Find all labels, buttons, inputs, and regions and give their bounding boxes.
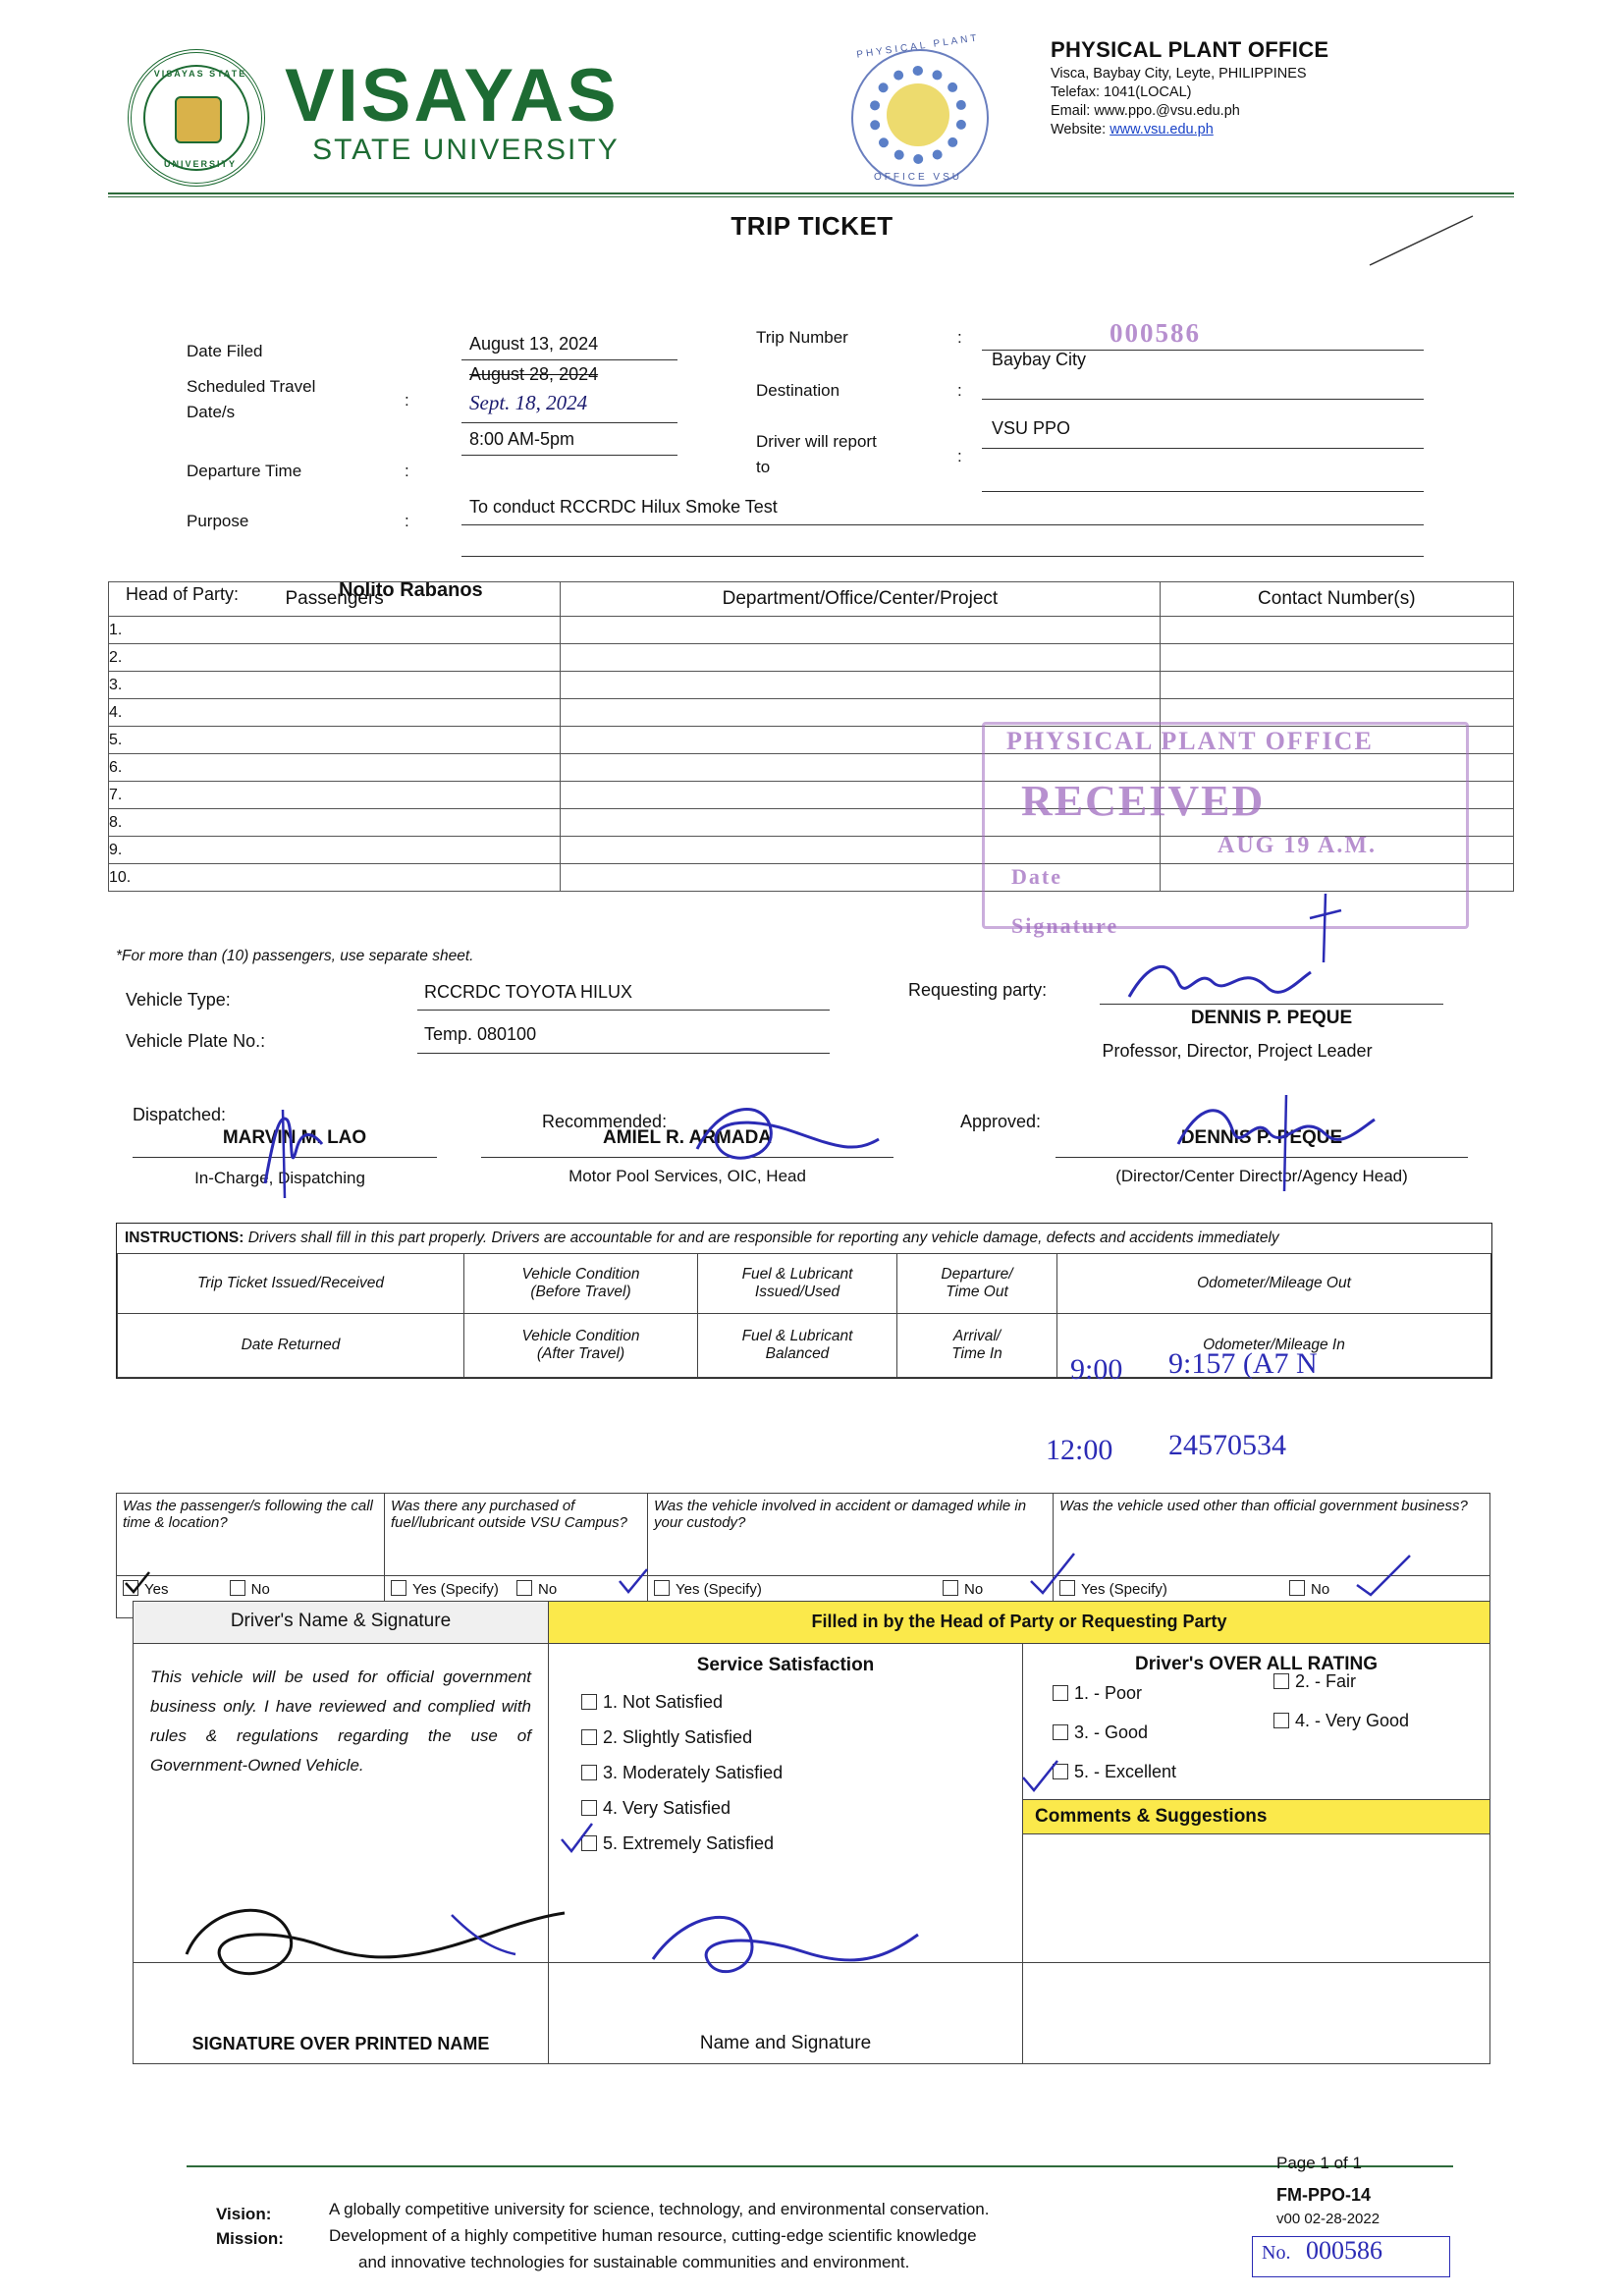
cell-fuel-issued-line1: Fuel & Lubricant bbox=[741, 1266, 853, 1283]
cell-departure-line2: Time Out bbox=[946, 1284, 1008, 1300]
driver-name-header bbox=[134, 1602, 549, 1644]
report-label-2: to bbox=[756, 458, 771, 476]
instructions-text bbox=[117, 1224, 1491, 1253]
scheduled-label-1: Scheduled Travel bbox=[187, 377, 316, 396]
office-name: PHYSICAL PLANT OFFICE bbox=[1051, 37, 1329, 62]
header-divider-2 bbox=[108, 196, 1514, 197]
rating-option-3[interactable] bbox=[1053, 1722, 1148, 1743]
cell-departure-time[interactable] bbox=[897, 1254, 1057, 1314]
destination-label: Destination bbox=[756, 381, 840, 400]
rating-option-5[interactable] bbox=[1053, 1762, 1176, 1782]
date-filed-value: August 13, 2024 bbox=[469, 334, 599, 354]
mission-text-2: and innovative technologies for sustainable communities and environment. bbox=[358, 2253, 910, 2271]
service-option-5-label: 5. Extremely Satisfied bbox=[603, 1833, 775, 1853]
rating-option-3-label: 3. - Good bbox=[1074, 1722, 1149, 1742]
question-3-text: Was the vehicle involved in accident or damaged while in your custody? bbox=[648, 1494, 1054, 1576]
col-contact: Contact Number(s) bbox=[1160, 582, 1513, 617]
ppo-logo-icon bbox=[839, 32, 997, 189]
service-option-1[interactable] bbox=[581, 1684, 1021, 1720]
bottom-block bbox=[133, 1601, 1490, 2064]
service-option-2-label: 2. Slightly Satisfied bbox=[603, 1727, 753, 1747]
cell-condition-after-line1: Vehicle Condition bbox=[521, 1328, 640, 1344]
passenger-dept[interactable] bbox=[561, 644, 1160, 672]
university-wordmark bbox=[285, 54, 620, 167]
passengers-table-header bbox=[109, 582, 1514, 617]
cell-odometer-in[interactable]: Odometer/Mileage In bbox=[1057, 1314, 1491, 1378]
certification-text: This vehicle will be used for official government business only. I have reviewed and complied with rules & regulations regarding the use of Government-Owned Vehicle. bbox=[150, 1667, 531, 1775]
checkbox-q3-no[interactable] bbox=[943, 1580, 958, 1596]
pen-mark-decoration bbox=[1365, 211, 1483, 270]
q1-no-label: No bbox=[250, 1581, 270, 1598]
service-option-4[interactable] bbox=[581, 1790, 1021, 1826]
col-department: Department/Office/Center/Project bbox=[561, 582, 1160, 617]
website-label: Website: bbox=[1051, 122, 1107, 137]
vision-text: A globally competitive university for science, technology, and environmental conservation. bbox=[329, 2200, 990, 2218]
ppo-logo-top-text: PHYSICAL PLANT bbox=[855, 32, 981, 61]
checkbox-q1-no[interactable] bbox=[230, 1580, 245, 1596]
rating-cell bbox=[1023, 1644, 1490, 1963]
stamp-received: RECEIVED bbox=[1021, 777, 1266, 825]
rating-title: Driver's OVER ALL RATING bbox=[1135, 1654, 1378, 1674]
q1-yes-label: Yes bbox=[144, 1581, 169, 1598]
service-option-3-label: 3. Moderately Satisfied bbox=[603, 1763, 784, 1782]
office-telefax: Telefax: 1041(LOCAL) bbox=[1051, 84, 1192, 100]
report-to-value: VSU PPO bbox=[992, 418, 1071, 438]
stamp-sign-label: Signature bbox=[1011, 913, 1119, 938]
vehicle-type-value: RCCRDC TOYOTA HILUX bbox=[424, 982, 633, 1002]
cell-trip-issued[interactable]: Trip Ticket Issued/Received bbox=[118, 1254, 464, 1314]
rating-option-2[interactable] bbox=[1273, 1671, 1356, 1692]
driver-signature-cell[interactable] bbox=[134, 1963, 549, 2064]
question-2-text: Was there any purchased of fuel/lubricant outside VSU Campus? bbox=[385, 1494, 648, 1576]
checkbox-rating-2[interactable] bbox=[1273, 1673, 1289, 1689]
approved-name: DENNIS P. PEQUE bbox=[1180, 1127, 1343, 1148]
passenger-index: 8. bbox=[109, 809, 561, 837]
destination-value: Baybay City bbox=[992, 350, 1087, 369]
service-option-2[interactable] bbox=[581, 1720, 1021, 1755]
comments-area[interactable] bbox=[1023, 1834, 1489, 1962]
passenger-dept[interactable] bbox=[561, 672, 1160, 699]
recommended-role: Motor Pool Services, OIC, Head bbox=[568, 1167, 806, 1185]
scheduled-handwritten-value: Sept. 18, 2024 bbox=[469, 391, 588, 414]
purpose-value: To conduct RCCRDC Hilux Smoke Test bbox=[469, 497, 778, 517]
rating-option-2-label: 2. - Fair bbox=[1295, 1671, 1357, 1691]
colon-6: : bbox=[957, 447, 962, 465]
colon-2: : bbox=[405, 462, 409, 480]
scheduled-label-2: Date/s bbox=[187, 403, 236, 421]
passenger-contact[interactable] bbox=[1160, 644, 1513, 672]
table-row bbox=[109, 672, 1514, 699]
cell-arrival-line1: Arrival/ bbox=[952, 1328, 1001, 1344]
passenger-index: 5. bbox=[109, 727, 561, 754]
q2-no-label: No bbox=[538, 1581, 558, 1598]
checkbox-q2-no[interactable] bbox=[516, 1580, 532, 1596]
filled-by-header bbox=[549, 1602, 1490, 1644]
passenger-index: 2. bbox=[109, 644, 561, 672]
checkbox-rating-3[interactable] bbox=[1053, 1724, 1068, 1740]
ppo-logo-bottom-text: OFFICE VSU bbox=[873, 172, 962, 183]
checkbox-q1-yes[interactable] bbox=[123, 1580, 138, 1596]
comments-title: Comments & Suggestions bbox=[1023, 1799, 1489, 1834]
handwritten-odometer-out: 9:157 (A7 N bbox=[1168, 1347, 1318, 1380]
questions-box bbox=[116, 1493, 1490, 1618]
form-code: FM-PPO-14 bbox=[1276, 2185, 1372, 2205]
cell-condition-after[interactable] bbox=[464, 1314, 698, 1378]
colon-1: : bbox=[405, 391, 409, 410]
passenger-index: 10. bbox=[109, 864, 561, 892]
table-row bbox=[109, 644, 1514, 672]
form-version: v00 02-28-2022 bbox=[1276, 2211, 1380, 2227]
service-option-3[interactable] bbox=[581, 1755, 1021, 1790]
head-of-party-name: Nolito Rabanos bbox=[339, 579, 483, 601]
passenger-dept[interactable] bbox=[561, 617, 1160, 644]
empty-cell bbox=[1023, 1963, 1490, 2064]
driver-certification-cell bbox=[134, 1644, 549, 1963]
purpose-label: Purpose bbox=[187, 512, 249, 530]
passenger-index: 1. bbox=[109, 617, 561, 644]
recommended-name: AMIEL R. ARMADA bbox=[602, 1127, 773, 1148]
checkbox-q4-no[interactable] bbox=[1289, 1580, 1305, 1596]
passenger-index: 7. bbox=[109, 782, 561, 809]
requesting-party-label: Requesting party: bbox=[908, 980, 1048, 1000]
q3-no-label: No bbox=[964, 1581, 984, 1598]
document-header bbox=[108, 20, 1522, 196]
q2-yes-label: Yes (Specify) bbox=[412, 1581, 499, 1598]
vehicle-plate-value: Temp. 080100 bbox=[424, 1024, 537, 1044]
cell-condition-after-line2: (After Travel) bbox=[536, 1345, 625, 1362]
rating-option-5-label: 5. - Excellent bbox=[1074, 1762, 1177, 1781]
vehicle-type-label: Vehicle Type: bbox=[126, 990, 231, 1010]
approved-role: (Director/Center Director/Agency Head) bbox=[1115, 1167, 1408, 1185]
rating-option-4-label: 4. - Very Good bbox=[1295, 1711, 1410, 1730]
checkbox-q2-yes[interactable] bbox=[391, 1580, 406, 1596]
rating-option-1[interactable] bbox=[1053, 1683, 1142, 1704]
university-seal-icon bbox=[128, 49, 265, 187]
cell-condition-before[interactable] bbox=[464, 1254, 698, 1314]
passenger-index: 9. bbox=[109, 837, 561, 864]
cell-condition-before-line2: (Before Travel) bbox=[530, 1284, 631, 1300]
dispatched-label: Dispatched: bbox=[133, 1105, 227, 1124]
cell-arrival-time[interactable] bbox=[897, 1314, 1057, 1378]
cell-fuel-issued[interactable] bbox=[698, 1254, 897, 1314]
seal-bottom-text: UNIVERSITY bbox=[163, 159, 237, 169]
trip-number-value: 000586 bbox=[1110, 318, 1201, 348]
cell-fuel-balanced[interactable] bbox=[698, 1314, 897, 1378]
office-email: Email: www.ppo.@vsu.edu.ph bbox=[1051, 103, 1240, 119]
header-divider bbox=[108, 192, 1514, 194]
checkbox-rating-1[interactable] bbox=[1053, 1685, 1068, 1701]
col-passengers: Passengers bbox=[109, 582, 561, 617]
approved-label: Approved: bbox=[960, 1112, 1042, 1131]
name-signature-caption: Name and Signature bbox=[699, 2033, 872, 2053]
table-row bbox=[134, 1644, 1490, 1963]
signature-caption: SIGNATURE OVER PRINTED NAME bbox=[191, 2034, 490, 2053]
colon-3: : bbox=[405, 512, 409, 530]
vehicle-plate-label: Vehicle Plate No.: bbox=[126, 1031, 266, 1051]
question-1-text: Was the passenger/s following the call time & location? bbox=[117, 1494, 385, 1576]
cell-arrival-line2: Time In bbox=[951, 1345, 1002, 1362]
service-option-4-label: 4. Very Satisfied bbox=[603, 1798, 731, 1818]
question-4-text: Was the vehicle used other than official government business? bbox=[1054, 1494, 1490, 1576]
mission-label: Mission: bbox=[216, 2229, 284, 2248]
table-row bbox=[109, 617, 1514, 644]
office-address: Visca, Baybay City, Leyte, PHILIPPINES bbox=[1051, 66, 1307, 82]
vision-label: Vision: bbox=[216, 2205, 272, 2223]
table-row bbox=[134, 1602, 1490, 1644]
bottom-table bbox=[133, 1601, 1490, 2064]
date-filed-label: Date Filed bbox=[187, 342, 263, 360]
checkbox-service-1[interactable] bbox=[581, 1694, 597, 1710]
website-link[interactable]: www.vsu.edu.ph bbox=[1110, 122, 1214, 137]
q4-yes-label: Yes (Specify) bbox=[1081, 1581, 1167, 1598]
page-title: TRIP TICKET bbox=[731, 211, 893, 241]
colon-5: : bbox=[957, 381, 962, 400]
service-title: Service Satisfaction bbox=[696, 1655, 875, 1675]
checkbox-rating-5[interactable] bbox=[1053, 1764, 1068, 1779]
checkbox-service-5[interactable] bbox=[581, 1835, 597, 1851]
questions-table bbox=[116, 1493, 1490, 1618]
passengers-note: *For more than (10) passengers, use separate sheet. bbox=[116, 948, 474, 964]
instructions-body: Drivers shall fill in this part properly. Drivers are accountable for and are responsible for reporting any vehicle damage, defects and accidents immediately bbox=[247, 1230, 1279, 1246]
seal-top-text: VISAYAS STATE bbox=[153, 69, 247, 79]
service-satisfaction-cell bbox=[549, 1644, 1023, 1963]
driver-header-text: Driver's Name & Signature bbox=[230, 1611, 452, 1631]
stamp-office: PHYSICAL PLANT OFFICE bbox=[1006, 727, 1374, 755]
cell-date-returned[interactable]: Date Returned bbox=[118, 1314, 464, 1378]
handwritten-time-in: 12:00 bbox=[1046, 1434, 1113, 1466]
passenger-index: 3. bbox=[109, 672, 561, 699]
stamp-date-value: AUG 19 A.M. bbox=[1218, 833, 1377, 858]
cell-departure-line1: Departure/ bbox=[941, 1266, 1013, 1283]
trip-number-label: Trip Number bbox=[756, 328, 848, 347]
filled-by-header-text: Filled in by the Head of Party or Requesting Party bbox=[811, 1612, 1227, 1631]
requesting-party-name: DENNIS P. PEQUE bbox=[1190, 1008, 1353, 1028]
table-row bbox=[134, 1963, 1490, 2064]
departure-value: 8:00 AM-5pm bbox=[469, 429, 575, 449]
cell-fuel-balanced-line1: Fuel & Lubricant bbox=[741, 1328, 853, 1344]
handwritten-odometer-in: 24570534 bbox=[1168, 1429, 1286, 1461]
checkbox-service-4[interactable] bbox=[581, 1800, 597, 1816]
cell-condition-before-line1: Vehicle Condition bbox=[521, 1266, 640, 1283]
cell-fuel-balanced-line2: Balanced bbox=[765, 1345, 830, 1362]
dispatched-role: In-Charge, Dispatching bbox=[194, 1169, 365, 1187]
mission-text-1: Development of a highly competitive human resource, cutting-edge scientific knowledge bbox=[329, 2226, 977, 2245]
q4-no-label: No bbox=[1311, 1581, 1330, 1598]
passenger-index: 6. bbox=[109, 754, 561, 782]
university-name-line2: STATE UNIVERSITY bbox=[312, 134, 620, 166]
party-signature-cell[interactable] bbox=[549, 1963, 1023, 2064]
checkbox-service-2[interactable] bbox=[581, 1729, 597, 1745]
checkbox-q4-yes[interactable] bbox=[1059, 1580, 1075, 1596]
rating-option-1-label: 1. - Poor bbox=[1074, 1683, 1143, 1703]
checkbox-rating-4[interactable] bbox=[1273, 1713, 1289, 1728]
cell-fuel-issued-line2: Issued/Used bbox=[754, 1284, 840, 1300]
dispatched-name: MARVIN M. LAO bbox=[222, 1127, 367, 1148]
page-number: Page 1 of 1 bbox=[1276, 2154, 1362, 2172]
departure-label: Departure Time bbox=[187, 462, 302, 480]
colon-4: : bbox=[957, 328, 962, 347]
checkbox-service-3[interactable] bbox=[581, 1765, 597, 1780]
report-label-1: Driver will report bbox=[756, 432, 877, 451]
q3-yes-label: Yes (Specify) bbox=[676, 1581, 762, 1598]
passenger-contact[interactable] bbox=[1160, 617, 1513, 644]
office-block bbox=[1051, 37, 1522, 137]
university-name-line1: VISAYAS bbox=[285, 54, 620, 137]
service-option-5[interactable] bbox=[581, 1826, 1021, 1861]
footer-divider bbox=[187, 2165, 1453, 2167]
stamp-date-label: Date bbox=[1011, 864, 1062, 889]
cell-odometer-out[interactable]: Odometer/Mileage Out bbox=[1057, 1254, 1491, 1314]
rating-option-4[interactable] bbox=[1273, 1711, 1409, 1731]
passenger-contact[interactable] bbox=[1160, 672, 1513, 699]
form-no-label: No. bbox=[1262, 2242, 1291, 2264]
passenger-index: 4. bbox=[109, 699, 561, 727]
table-row bbox=[118, 1254, 1491, 1314]
table-row bbox=[117, 1494, 1490, 1576]
checkbox-q3-yes[interactable] bbox=[654, 1580, 670, 1596]
scheduled-printed-value: August 28, 2024 bbox=[469, 364, 599, 384]
recommended-label: Recommended: bbox=[542, 1112, 668, 1131]
service-option-1-label: 1. Not Satisfied bbox=[603, 1692, 724, 1712]
requesting-party-role: Professor, Director, Project Leader bbox=[1102, 1041, 1373, 1061]
handwritten-time-out: 9:00 bbox=[1070, 1353, 1123, 1386]
head-of-party-label: Head of Party: bbox=[126, 584, 240, 604]
instructions-bold: INSTRUCTIONS: bbox=[125, 1230, 244, 1246]
form-no-value: 000586 bbox=[1306, 2236, 1382, 2265]
